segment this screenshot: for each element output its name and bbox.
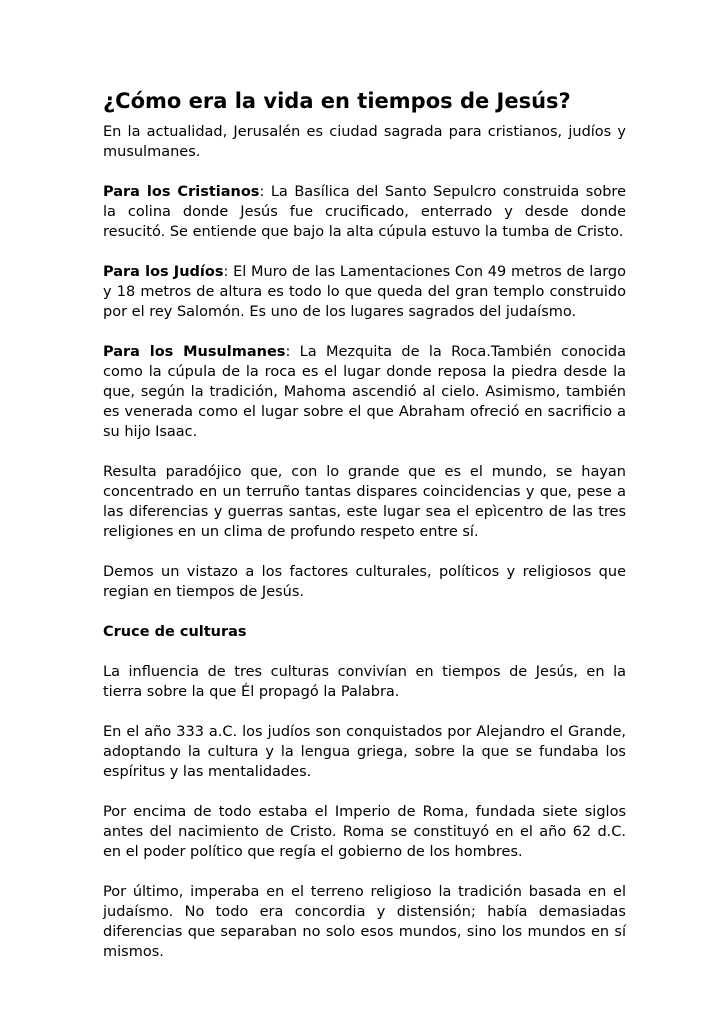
paradoja-paragraph: Resulta paradójico que, con lo grande que es el mundo, se hayan concentrado en un terruño tantas dispares coincidencias y que, pese a las diferencias y guerras santas, este lugar sea el epìcentro de las tres religiones en un clima de profundo respeto entre sí.	[103, 464, 626, 540]
document-page	[103, 86, 626, 982]
intro-paragraph: En la actualidad, Jerusalén es ciudad sagrada para cristianos, judíos y musulmanes.	[103, 124, 626, 160]
musulmanes-text: : La Mezquita de la Roca.También conocida como la cúpula de la roca es el lugar donde reposa la piedra desde la que, según la tradición, Mahoma ascendió al cielo. Asimismo, también es venerada como el lugar sobre el que Abraham ofreció en sacrificio a su hijo Isaac.	[103, 344, 626, 440]
document-title: ¿Cómo era la vida en tiempos de Jesús?	[103, 89, 571, 113]
vistazo-paragraph: Demos un vistazo a los factores culturales, políticos y religiosos que regian en tiempos de Jesús.	[103, 564, 626, 600]
alejandro-paragraph: En el año 333 a.C. los judíos son conquistados por Alejandro el Grande, adoptando la cultura y la lengua griega, sobre la que se fundaba los espíritus y las mentalidades.	[103, 724, 626, 780]
musulmanes-lead: Para los Musulmanes	[103, 344, 286, 360]
influencia-paragraph: La influencia de tres culturas convivían en tiempos de Jesús, en la tierra sobre la que Él propagó la Palabra.	[103, 664, 626, 700]
judios-text: : El Muro de las Lamentaciones Con 49 metros de largo y 18 metros de altura es todo lo que queda del gran templo construido por el rey Salomón. Es uno de los lugares sagrados del judaísmo.	[103, 264, 627, 320]
roma-paragraph: Por encima de todo estaba el Imperio de Roma, fundada siete siglos antes del nacimiento de Cristo. Roma se constituyó en el año 62 d.C. en el poder político que regía el gobierno de los hombres.	[103, 804, 626, 860]
section-heading: Cruce de culturas	[103, 624, 247, 640]
judios-paragraph	[103, 262, 626, 322]
judios-lead: Para los Judíos	[103, 264, 224, 280]
judaismo-paragraph: Por último, imperaba en el terreno religioso la tradición basada en el judaísmo. No todo era concordia y distensión; había demasiadas diferencias que separaban no solo esos mundos, sino los mundos en sí mismos.	[103, 884, 626, 960]
cristianos-text: : La Basílica del Santo Sepulcro construida sobre la colina donde Jesús fue crucificado, enterrado y desde donde resucitó. Se entiende que bajo la alta cúpula estuvo la tumba de Cristo.	[103, 184, 626, 240]
musulmanes-paragraph	[103, 342, 626, 442]
cristianos-paragraph	[103, 182, 626, 242]
cristianos-lead: Para los Cristianos	[103, 184, 260, 200]
